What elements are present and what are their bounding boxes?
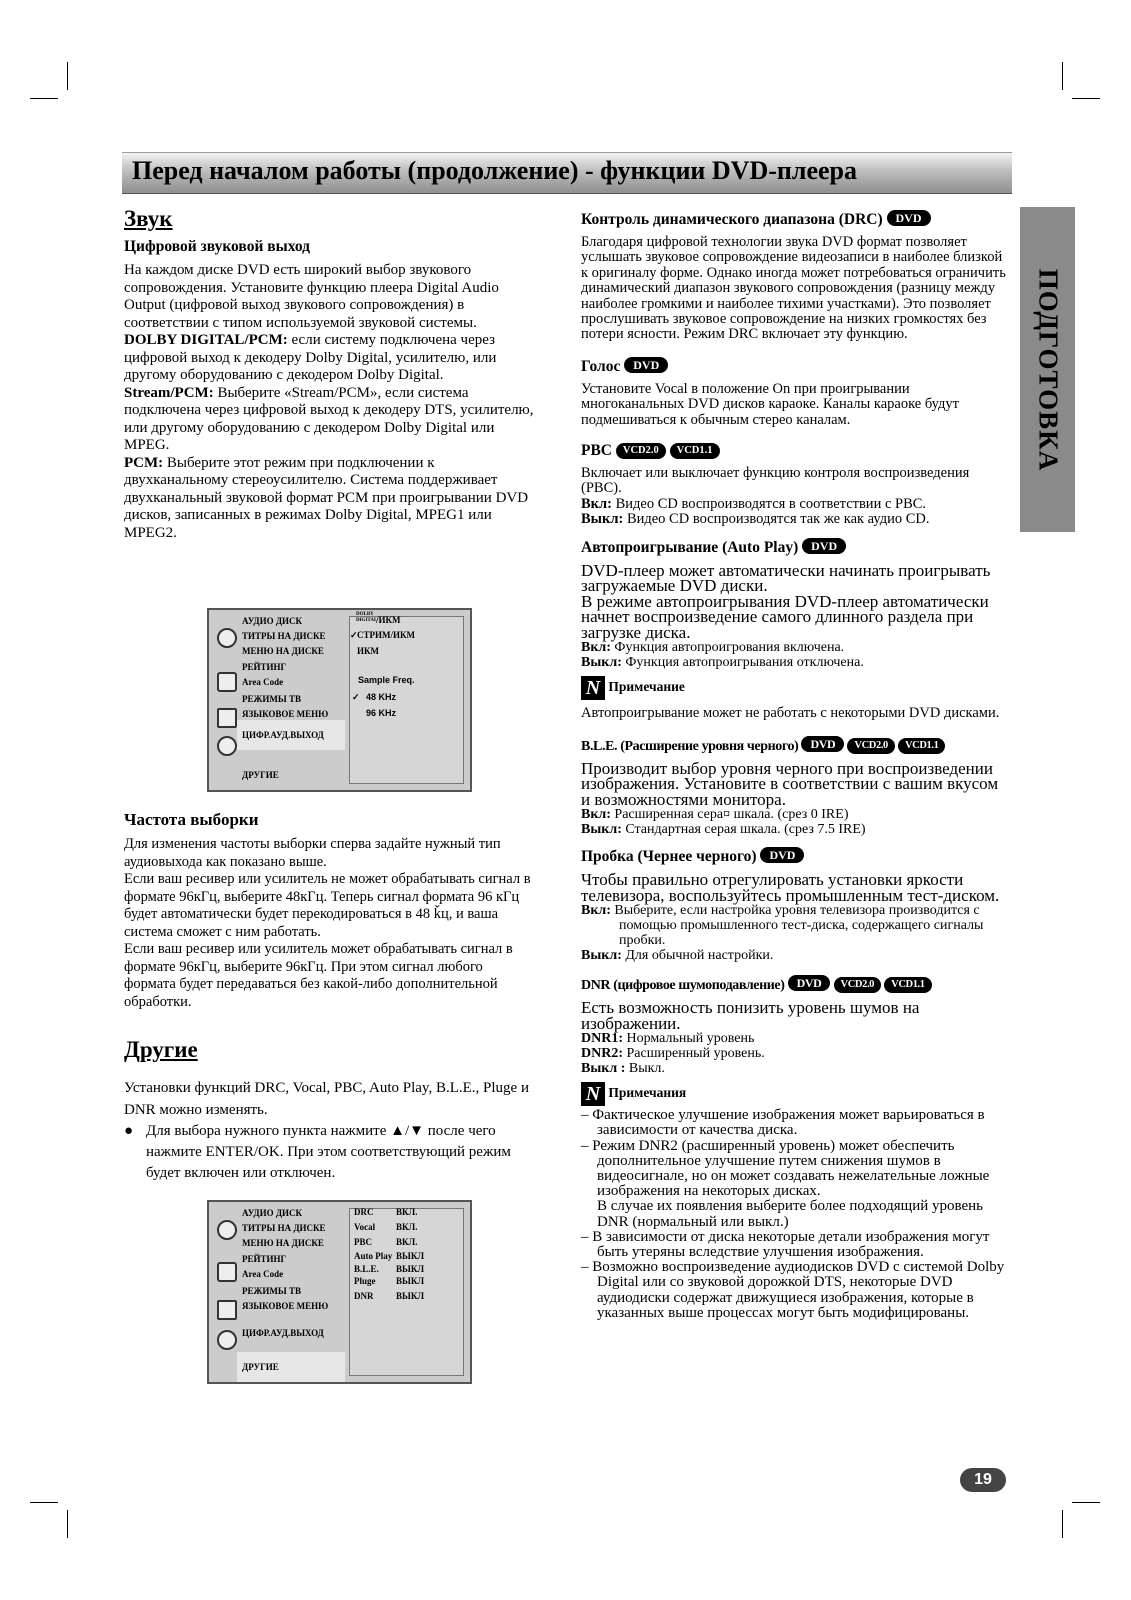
pbc-title (581, 442, 1011, 460)
dolby-text: если систему подключена через цифровой выход к декодеру Dolby Digital, усилителю, или другому оборудованию с декодером Dolby Digital. (124, 332, 497, 383)
vcd20-badge: VCD2.0 (834, 977, 881, 993)
dnr-notes-head (581, 1082, 1011, 1106)
off-label: Выкл: (581, 655, 622, 671)
pbc-off-text: Видео CD воспроизводятся так же как аудио CD. (623, 511, 930, 528)
book-icon (217, 708, 237, 728)
subtitle-icon (217, 628, 237, 648)
autoplay-text1: DVD-плеер может автоматически начинать проигрывать загружаемые DVD диски. (581, 560, 991, 596)
dnr-off (581, 1061, 1011, 1076)
list-item: – Возможно воспроизведение аудиодисков DVD с системой Dolby Digital или со звуковой дорожкой DTS, некоторые DVD аудиодиски содержат движущиеся изображения, которые в указанных выше процессах могут быть модифицированы. (581, 1259, 1005, 1321)
vcd20-badge: VCD2.0 (616, 443, 666, 459)
sample-freq-title: Sample Freq. (358, 675, 415, 685)
vcd11-badge: VCD1.1 (898, 738, 945, 754)
osd-val: ВКЛ. (396, 1222, 418, 1232)
dnr2-label: DNR2: (581, 1046, 623, 1062)
osd-key: Auto Play (354, 1251, 393, 1261)
crop-mark (67, 62, 68, 90)
off-label: Выкл: (581, 511, 624, 528)
osd-menu-list (209, 1202, 347, 1382)
others-bullet-text: Для выбора нужного пункта нажмите ▲/▼ после чего нажмите ENTER/OK. При этом соответствующий режим будет включен или отключен. (146, 1123, 511, 1181)
off-label: Выкл: (581, 822, 622, 838)
dnr-title (581, 975, 1011, 994)
dnr1-label: DNR1: (581, 1031, 623, 1047)
osd-menu-item: МЕНЮ НА ДИСКЕ (242, 646, 324, 656)
book-icon (217, 1300, 237, 1320)
speaker-icon (217, 736, 237, 756)
osd-menu-item: РЕЙТИНГ (242, 1254, 287, 1264)
autoplay-on-text: Функция автопроигрования включена. (610, 640, 845, 656)
ble-on-text: Расширенная сера¤ шкала. (срез 0 IRE) (610, 807, 849, 823)
dolby-para (124, 332, 534, 385)
on-label: Вкл: (581, 903, 611, 919)
list-item: – Фактическое улучшение изображения может варьироваться в зависимости от качества диска. (581, 1107, 985, 1139)
left-column (124, 206, 534, 542)
others-para: Установки функций DRC, Vocal, PBC, Auto Play, B.L.E., Pluge и DNR можно изменять. (124, 1080, 529, 1118)
freq-heading: Частота выборки (124, 810, 259, 829)
ble-off-text: Стандартная серая шкала. (срез 7.5 IRE) (621, 822, 866, 838)
crop-mark (30, 98, 58, 99)
dvd-badge: DVD (624, 357, 668, 373)
osd-options-panel (349, 612, 464, 784)
osd-key: Vocal (354, 1222, 376, 1232)
lock-icon (217, 1262, 237, 1282)
osd-menu-item: ЯЗЫКОВОЕ МЕНЮ (242, 709, 329, 719)
osd-val: ВЫКЛ (396, 1264, 425, 1274)
osd-option-pcm: ИКМ (357, 646, 380, 656)
off-label: Выкл : (581, 1061, 626, 1077)
pcm-para (124, 455, 534, 543)
dnr-notes-list (581, 1108, 1011, 1321)
pbc-on (581, 497, 1011, 512)
dvd-badge: DVD (887, 210, 931, 226)
osd-key: DRC (354, 1207, 374, 1217)
dvd-badge: DVD (788, 975, 831, 991)
dnr2 (581, 1046, 1011, 1061)
freq-96: 96 KHz (366, 708, 397, 718)
speaker-icon (217, 1330, 237, 1350)
left-column-lower (124, 810, 534, 1184)
crop-mark (1072, 1502, 1100, 1503)
lock-icon (217, 672, 237, 692)
page-title-bar (122, 152, 1012, 194)
others-bullet (124, 1121, 534, 1184)
on-label: Вкл: (581, 807, 611, 823)
crop-mark (1062, 62, 1063, 90)
stream-para (124, 385, 534, 455)
autoplay-note-head (581, 676, 1011, 700)
osd-menu-item: Area Code (242, 677, 284, 687)
osd-menu-list (209, 610, 347, 790)
osd-val: ВКЛ. (396, 1237, 418, 1247)
digital-out-para: На каждом диске DVD есть широкий выбор звукового сопровождения. Установите функцию плеера Digital Audio Output (цифровой выход звукового сопровождения) в соответствии с типом используемой звуковой системы. (124, 262, 499, 331)
dolby-logo: DOLBY DIGITAL (356, 612, 378, 623)
autoplay-text2: В режиме автопроигрывания DVD-плеер автоматически начнет воспроизведение самого длинного раздела при загрузке диска. (581, 591, 989, 642)
stream-text: Выберите «Stream/PCM», если система подключена через цифровой выход к декодеру DTS, усилителю, или другому оборудованию с декодером Dolby Digital или MPEG. (124, 384, 534, 453)
crop-mark (67, 1510, 68, 1538)
drc-text: Благодаря цифровой технологии звука DVD формат позволяет услышать звуковое сопровождение видеозаписи в наиболее близкой к оригиналу форме. Однако иногда может потребоваться ограничить динамический диапазон звукового сопровождения (разницу между наиболее громкими и наиболее тихими участками). Это позволяет прослушивать звуковое сопровождение на низких громкостях без потери ясности. Режим DRC включает эту функцию. (581, 234, 1006, 343)
vcd11-badge: VCD1.1 (884, 977, 931, 993)
freq-para1: Для изменения частоты выборки сперва задайте нужный тип аудиовыхода как показано выше. (124, 836, 501, 870)
pbc-text: Включает или выключает функцию контроля воспроизведения (PBC). (581, 465, 970, 497)
osd-menu-item: МЕНЮ НА ДИСКЕ (242, 1238, 324, 1248)
osd-menu-item: ТИТРЫ НА ДИСКЕ (242, 1223, 326, 1233)
osd-key: Pluge (354, 1276, 376, 1286)
list-item: – В зависимости от диска некоторые детали изображения могут быть утеряны вследствие улучшения изображения. (581, 1228, 990, 1260)
ble-on (581, 807, 1011, 822)
osd-menu-item: ТИТРЫ НА ДИСКЕ (242, 631, 326, 641)
vcd20-badge: VCD2.0 (847, 738, 894, 754)
drc-title-text: Контроль динамического диапазона (DRC) (581, 211, 883, 228)
osd-val: ВЫКЛ (396, 1251, 425, 1261)
drc-title (581, 210, 1011, 229)
note-icon: N (581, 1082, 605, 1106)
pcm-label: PCM: (124, 454, 164, 471)
crop-mark (1062, 1510, 1063, 1538)
dnr1 (581, 1031, 1011, 1046)
pluge-off-text: Для обычной настройки. (621, 948, 774, 964)
dnr2-text: Расширенный уровень. (623, 1046, 765, 1062)
vocal-title-text: Голос (581, 357, 621, 375)
osd-option-stream-pcm: СТРИМ/ИКМ (357, 630, 416, 640)
digital-out-title: Цифровой звуковой выход (124, 238, 311, 255)
osd-menu-item: РЕЙТИНГ (242, 662, 287, 672)
page-title: Перед началом работы (продолжение) - функции DVD-плеера (132, 156, 858, 185)
list-item: В случае их появления выберите более подходящий уровень DNR (нормальный или выкл.) (597, 1198, 984, 1230)
pbc-off (581, 512, 1011, 527)
osd-menu-item: АУДИО ДИСК (242, 1208, 303, 1218)
freq-para3: Если ваш ресивер или усилитель может обрабатывать сигнал в формате 96кГц, выберите 96кГц. При этом сигнал любого формата будет передаваться без какой-либо дополнительной обработки. (124, 941, 513, 1010)
osd-others-menu (207, 1200, 472, 1384)
page-number: 19 (960, 1468, 1006, 1492)
osd-key: B.L.E. (354, 1264, 379, 1274)
stream-label: Stream/PCM: (124, 384, 214, 401)
vocal-title (581, 357, 1011, 376)
dnr1-text: Нормальный уровень (623, 1031, 755, 1047)
dvd-badge: DVD (760, 847, 804, 863)
osd-options-panel (349, 1208, 464, 1376)
pluge-on-text: Выберите, если настройка уровня телевизора производится с помощью промышленного тест-диска, содержащего сигналы пробки. (610, 903, 984, 949)
crop-mark (1072, 98, 1100, 99)
ble-text: Производит выбор уровня черного при воспроизведении изображения. Установите в соответствии с вашим вкусом и возможностями монитора. (581, 758, 999, 809)
ble-title-text: B.L.E. (Расширение уровня черного) (581, 738, 799, 754)
autoplay-title (581, 538, 1011, 557)
dnr-title-text: DNR (цифровое шумоподавление) (581, 978, 785, 994)
pluge-off (581, 948, 1011, 963)
osd-menu-item: ДРУГИЕ (242, 770, 279, 780)
osd-menu-item: ЯЗЫКОВОЕ МЕНЮ (242, 1301, 329, 1311)
pbc-on-text: Видео CD воспроизводятся в соответствии с PBC. (612, 495, 927, 512)
crop-mark (30, 1502, 58, 1503)
osd-menu-item: ЦИФР.АУД.ВЫХОД (242, 1328, 324, 1338)
ble-title (581, 736, 1011, 755)
vcd11-badge: VCD1.1 (670, 443, 720, 459)
pluge-title-text: Пробка (Чернее черного) (581, 848, 757, 866)
dvd-badge: DVD (802, 538, 846, 554)
osd-check: ✓ (350, 630, 358, 640)
dnr-text: Есть возможность понизить уровень шумов на изображении. (581, 998, 920, 1033)
vocal-text: Установите Vocal в положение On при проигрывании многоканальных DVD дисков караоке. Каналы караоке будут подмешиваться к обычным стерео каналам. (581, 380, 959, 428)
osd-menu-item: РЕЖИМЫ ТВ (242, 1286, 301, 1296)
autoplay-on (581, 640, 1011, 655)
subtitle-icon (217, 1220, 237, 1240)
osd-check: ✓ (352, 692, 360, 702)
osd-val: ВКЛ. (396, 1207, 418, 1217)
pbc-title-text: PBC (581, 442, 612, 460)
note-title: Примечание (608, 679, 685, 695)
osd-audio-menu (207, 608, 472, 792)
pluge-text: Чтобы правильно отрегулировать установки яркости телевизора, воспользуйтесь промышленным тест-диском. (581, 870, 1000, 905)
dvd-badge: DVD (801, 736, 844, 752)
osd-menu-item: ДРУГИЕ (242, 1362, 279, 1372)
off-label: Выкл: (581, 948, 622, 964)
freq-48: 48 KHz (366, 692, 397, 702)
osd-menu-item: ЦИФР.АУД.ВЫХОД (242, 730, 324, 740)
section-side-tab (1020, 207, 1075, 532)
note-icon: N (581, 676, 605, 700)
ble-off (581, 822, 1011, 837)
pcm-text: Выберите этот режим при подключении к двухканальному стереоусилителю. Система поддерживает двухканальный звуковой формат PCM при проигрывании DVD дисков, записанных в режимах Dolby Digital, MPEG1 или MPEG2. (124, 454, 529, 541)
dnr-off-text: Выкл. (625, 1061, 665, 1077)
osd-key: PBC (354, 1237, 372, 1247)
side-tab-label: ПОДГОТОВКА (1033, 268, 1063, 471)
osd-menu-item: Area Code (242, 1269, 284, 1279)
osd-val: ВЫКЛ (396, 1276, 425, 1286)
on-label: Вкл: (581, 495, 612, 512)
osd-val: ВЫКЛ (396, 1291, 425, 1301)
sound-heading: Звук (124, 206, 173, 231)
notes-title: Примечания (608, 1085, 687, 1101)
pluge-title (581, 847, 1011, 866)
on-label: Вкл: (581, 640, 611, 656)
autoplay-note-text: Автопроигрывание может не работать с некоторыми DVD дисками. (581, 705, 1000, 722)
autoplay-title-text: Автопроигрывание (Auto Play) (581, 538, 799, 556)
list-item: – Режим DNR2 (расширенный уровень) может обеспечить дополнительное улучшение путем снижения шумов в видеосигнале, но он может создавать нежелательные ложные изображения на некоторых дисках. (581, 1137, 990, 1200)
osd-menu-item: РЕЖИМЫ ТВ (242, 694, 301, 704)
dolby-label: DOLBY DIGITAL/PCM: (124, 332, 288, 348)
osd-option-dolby-pcm: /ИКМ (376, 615, 401, 625)
osd-menu-item: АУДИО ДИСК (242, 616, 303, 626)
autoplay-off-text: Функция автопроигрывания отключена. (621, 655, 864, 671)
bullet-dot: ● (124, 1123, 134, 1139)
autoplay-off (581, 655, 1011, 670)
others-heading: Другие (124, 1037, 198, 1062)
freq-para2: Если ваш ресивер или усилитель не может обрабатывать сигнал в формате 96кГц, выберите 48кГц. Теперь сигнал формата 96 кГц будет автоматически будет перекодироваться в 48 ǩц, и ваша система сможет с ним работать. (124, 871, 531, 940)
pluge-on (581, 903, 1011, 948)
right-column (581, 210, 1011, 1321)
osd-key: DNR (354, 1291, 374, 1301)
